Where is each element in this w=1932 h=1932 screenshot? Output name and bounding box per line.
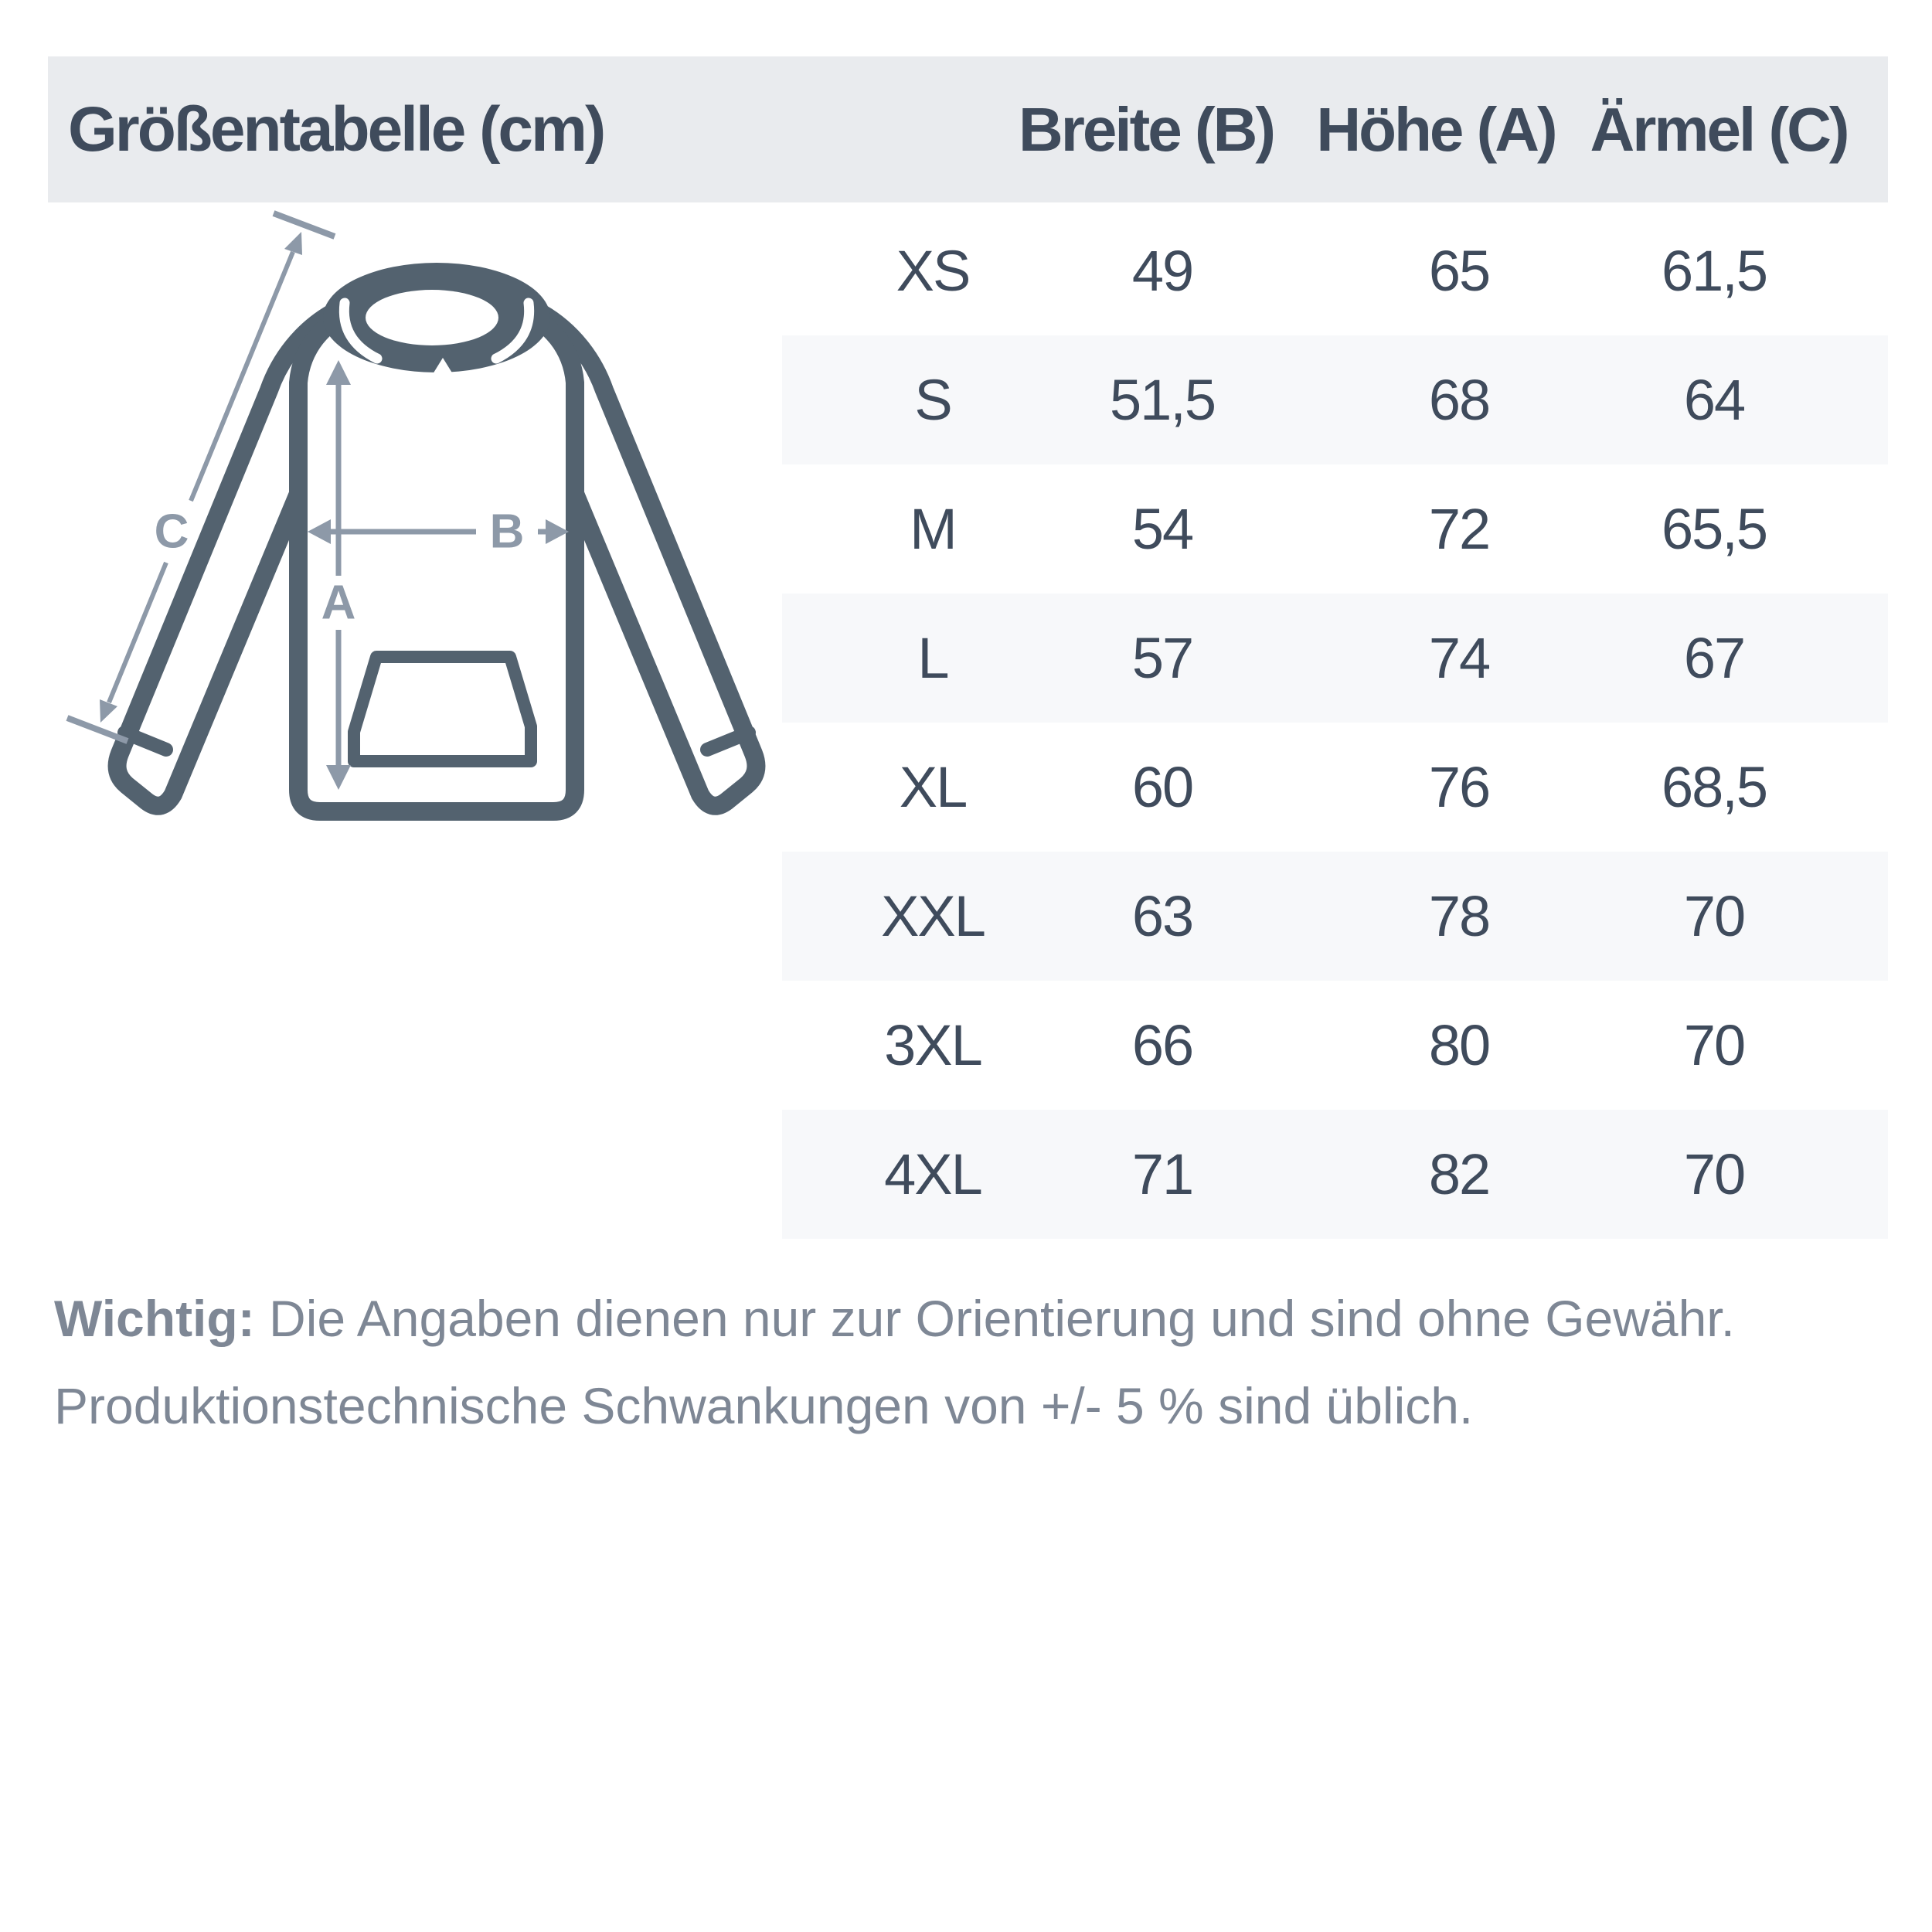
disclaimer-note: [54, 1275, 1909, 1450]
size-label-cell: XXL: [881, 884, 985, 948]
size-label-cell: L: [917, 626, 948, 690]
hoehe-value-cell: 74: [1428, 626, 1490, 690]
disclaimer-bold-label: Wichtig:: [54, 1290, 255, 1347]
breite-value-cell: 71: [1131, 1142, 1193, 1206]
hoehe-value-cell: 76: [1428, 755, 1490, 819]
hoehe-value-cell: 80: [1428, 1013, 1490, 1077]
aermel-value-cell: 70: [1683, 1013, 1745, 1077]
hoehe-value-cell: 82: [1428, 1142, 1490, 1206]
breite-value-cell: 60: [1131, 755, 1193, 819]
breite-value-cell: 51,5: [1109, 368, 1216, 432]
page-title: Größentabelle (cm): [68, 94, 604, 165]
disclaimer-line-1: [54, 1275, 1909, 1362]
size-label-cell: 4XL: [884, 1142, 981, 1206]
size-label-cell: XL: [899, 755, 967, 819]
aermel-value-cell: 65,5: [1661, 497, 1767, 561]
aermel-value-cell: 70: [1683, 884, 1745, 948]
size-label-cell: S: [914, 368, 951, 432]
dim-c-tick-top: [274, 213, 335, 236]
column-header-hoehe: Höhe (A): [1316, 94, 1556, 164]
dim-c-arrow-up: [284, 232, 302, 255]
table-row-l: [782, 594, 1888, 723]
aermel-value-cell: 70: [1683, 1142, 1745, 1206]
table-header-band: [48, 56, 1888, 202]
table-row-4xl: [782, 1110, 1888, 1239]
breite-value-cell: 57: [1131, 626, 1193, 690]
breite-value-cell: 66: [1131, 1013, 1193, 1077]
hoehe-value-cell: 65: [1428, 239, 1490, 303]
hoodie-measurement-diagram: [46, 185, 781, 850]
dim-c-label: C: [154, 505, 189, 559]
aermel-value-cell: 68,5: [1661, 755, 1767, 819]
aermel-value-cell: 67: [1683, 626, 1745, 690]
table-row-m: [782, 464, 1888, 594]
table-row-xs: [782, 206, 1888, 335]
size-table-rows: [782, 206, 1888, 1239]
size-label-cell: XS: [896, 239, 970, 303]
aermel-value-cell: 64: [1683, 368, 1745, 432]
table-row-xxl: [782, 852, 1888, 981]
table-row-xl: [782, 723, 1888, 852]
hood-opening: [366, 290, 498, 345]
dim-c-arrow-down: [100, 699, 117, 723]
table-row-3xl: [782, 981, 1888, 1110]
breite-value-cell: 49: [1131, 239, 1193, 303]
breite-value-cell: 63: [1131, 884, 1193, 948]
column-header-aermel: Ärmel (C): [1590, 94, 1848, 164]
size-label-cell: 3XL: [884, 1013, 981, 1077]
table-row-s: [782, 335, 1888, 464]
hoehe-value-cell: 68: [1428, 368, 1490, 432]
dim-b-label: B: [489, 505, 525, 559]
dim-a-label: A: [321, 576, 356, 630]
breite-value-cell: 54: [1131, 497, 1193, 561]
kangaroo-pocket: [354, 657, 531, 761]
hoehe-value-cell: 72: [1428, 497, 1490, 561]
disclaimer-line-2: Produktionstechnische Schwankungen von +/- 5 % sind üblich.: [54, 1377, 1474, 1434]
size-label-cell: M: [910, 497, 956, 561]
disclaimer-text-1: Die Angaben dienen nur zur Orientierung und sind ohne Gewähr.: [269, 1290, 1735, 1347]
column-header-breite: Breite (B): [1018, 94, 1274, 164]
hoehe-value-cell: 78: [1428, 884, 1490, 948]
aermel-value-cell: 61,5: [1661, 239, 1767, 303]
